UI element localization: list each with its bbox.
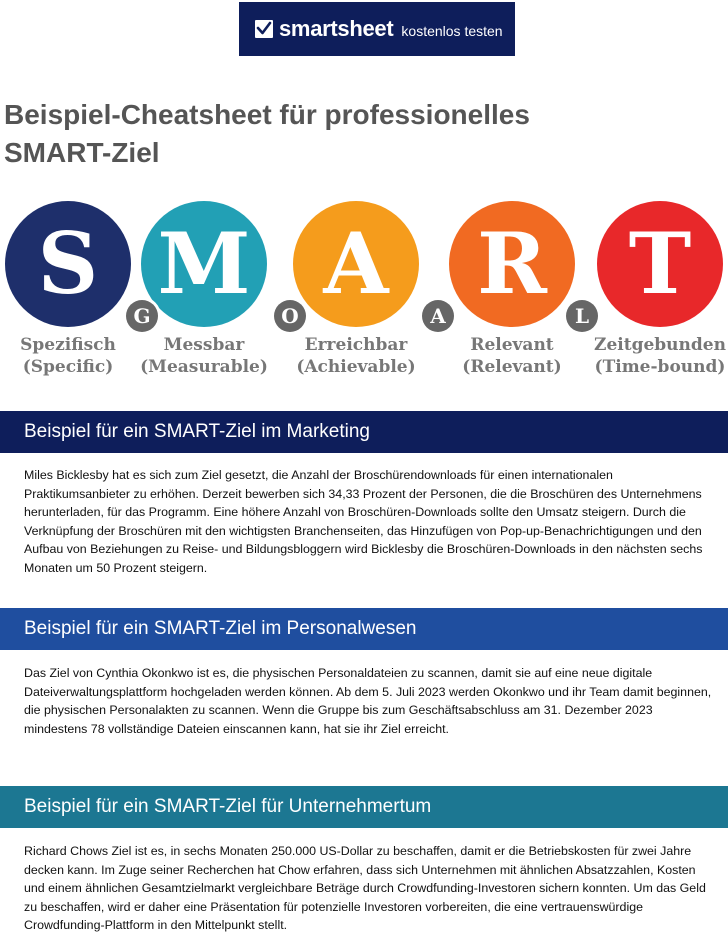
goal-letter-a-2: A [430,304,446,328]
section-title-hr: Beispiel für ein SMART-Ziel im Personalwesen [24,618,417,639]
smart-letter-s: S [37,214,99,313]
banner-brand: smartsheet [279,16,394,41]
smart-letter-a: A [323,214,389,313]
smart-label-messbar: Messbar [163,335,245,355]
section-title-entrepreneurship: Beispiel für ein SMART-Ziel für Unternehmertum [24,796,432,817]
section-body-hr: Das Ziel von Cynthia Okonkwo ist es, die physischen Personaldateien zu scannen, damit sie auf eine neue digitale Dateiverwaltungsplattform hochgeladen werden können. Ab dem 5. Juli 2023 werden Okonkwo und ihr Team damit beginnen, die physischen Personalakten zu scannen. Wenn die Gruppe bis zum Geschäftsabschluss am 31. Dezember 2023 mindestens 78 vollständige Dateien einscannen kann, hat sie ihr Ziel erreicht. [24,666,712,736]
goal-letter-o-1: O [281,304,299,328]
page-title-line-2: SMART-Ziel [4,137,160,168]
goal-letter-l-3: L [574,304,590,328]
smart-sublabel-zeitgebunden: (Time-bound) [594,357,726,377]
smart-sublabel-spezifisch: (Specific) [22,357,114,377]
smart-goal-diagram [0,196,728,386]
section-body-entrepreneurship: Richard Chows Ziel ist es, in sechs Monaten 250.000 US-Dollar zu beschaffen, damit er die Betriebskosten für zwei Jahre decken kann. Im Zuge seiner Recherchen hat Chow erfahren, dass sich Unternehmen mit ähnlichen Absatzzahlen, Kosten und einem ähnlichen Gesamtzielmarkt vergleichbare Beträge durch Crowdfunding-Investoren sichern konnten. Um das Geld zu beschaffen, wird er daher eine Präsentation für potenzielle Investoren vorbereiten, die eine vertrauenswürdige Crowdfunding-Plattform in den Mittelpunkt stellt. [24,844,706,932]
section-header-entrepreneurship [0,786,728,828]
smart-letter-t: T [628,214,692,313]
page-title-line-1: Beispiel-Cheatsheet für professionelles [4,99,530,130]
smart-sublabel-erreichbar: (Achievable) [296,357,416,377]
goal-letter-g-0: G [133,304,151,328]
smart-goal-graphic [0,196,728,386]
section-title-marketing: Beispiel für ein SMART-Ziel im Marketing [24,421,370,442]
section-header-marketing [0,411,728,453]
smart-letter-r: R [477,214,547,313]
section-header-hr [0,608,728,650]
smartsheet-logo-icon [255,20,273,38]
page-title [4,96,604,172]
smart-sublabel-relevant: (Relevant) [462,357,562,377]
smartsheet-trial-banner[interactable] [239,2,515,56]
smart-label-erreichbar: Erreichbar [304,335,408,355]
smart-label-relevant: Relevant [470,335,554,355]
section-body-marketing: Miles Bicklesby hat es sich zum Ziel gesetzt, die Anzahl der Broschürendownloads für einen internationalen Praktikumsanbieter zu erhöhen. Derzeit bewerben sich 34,33 Prozent der Personen, die die Broschüren des Unternehmens herunterladen, für das Programm. Eine höhere Anzahl von Broschüren-Downloads sollte den Umsatz steigern. Durch die Verknüpfung der Broschüren mit den wichtigsten Branchenseiten, das Hinzufügen von Pop-up-Benachrichtigungen und den Aufbau von Beziehungen zu Reise- und Bildungsbloggern wird Bicklesby die Broschüren-Downloads in den nächsten sechs Monaten um 50 Prozent steigern. [24,468,703,575]
smart-label-spezifisch: Spezifisch [20,335,116,355]
banner-cta: kostenlos testen [401,22,503,39]
smart-letter-m: M [157,214,251,313]
smart-label-zeitgebunden: Zeitgebunden [594,335,726,355]
smart-sublabel-messbar: (Measurable) [140,357,268,377]
